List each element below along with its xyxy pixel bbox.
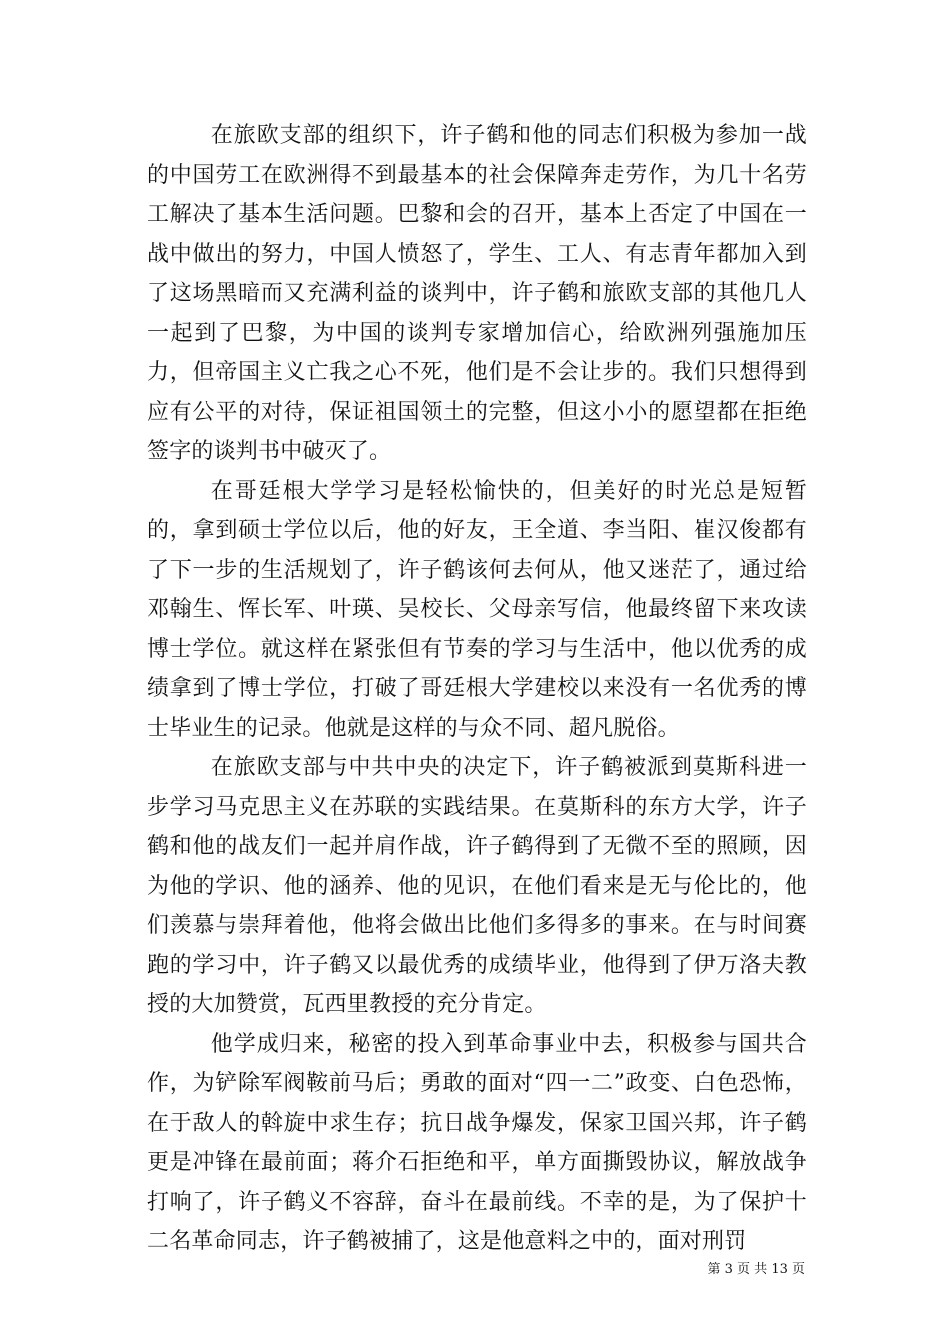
document-body [147,116,807,1262]
paragraph-3: 在旅欧支部与中共中央的决定下，许子鹤被派到莫斯科进一步学习马克思主义在苏联的实践结果。在莫斯科的东方大学，许子鹤和他的战友们一起并肩作战，许子鹤得到了无微不至的照顾，因为他的学识、他的涵养、他的见识，在他们看来是无与伦比的，他们羡慕与崇拜着他，他将会做出比他们多得多的事来。在与时间赛跑的学习中，许子鹤又以最优秀的成绩毕业，他得到了伊万洛夫教授的大加赞赏，瓦西里教授的充分肯定。 [147,755,807,1017]
page-number-footer: 第 3 页 共 13 页 [707,1262,805,1277]
paragraph-1: 在旅欧支部的组织下，许子鹤和他的同志们积极为参加一战的中国劳工在欧洲得不到最基本的社会保障奔走劳作，为几十名劳工解决了基本生活问题。巴黎和会的召开，基本上否定了中国在一战中做出的努力，中国人愤怒了，学生、工人、有志青年都加入到了这场黑暗而又充满利益的谈判中，许子鹤和旅欧支部的其他几人一起到了巴黎，为中国的谈判专家增加信心，给欧洲列强施加压力，但帝国主义亡我之心不死，他们是不会让步的。我们只想得到应有公平的对待，保证祖国领土的完整，但这小小的愿望都在拒绝签字的谈判书中破灭了。 [147,123,807,464]
paragraph-2: 在哥廷根大学学习是轻松愉快的，但美好的时光总是短暂的，拿到硕士学位以后，他的好友，王全道、李当阳、崔汉俊都有了下一步的生活规划了，许子鹤该何去何从，他又迷茫了，通过给邓翰生、恽长军、叶瑛、吴校长、父母亲写信，他最终留下来攻读博士学位。就这样在紧张但有节奏的学习与生活中，他以优秀的成绩拿到了博士学位，打破了哥廷根大学建校以来没有一名优秀的博士毕业生的记录。他就是这样的与众不同、超凡脱俗。 [147,478,807,741]
paragraph-4: 他学成归来，秘密的投入到革命事业中去，积极参与国共合作，为铲除军阀鞍前马后；勇敢的面对“四一二”政变、白色恐怖，在于敌人的斡旋中求生存；抗日战争爆发，保家卫国兴邦，许子鹤更是冲锋在最前面；蒋介石拒绝和平，单方面撕毁协议，解放战争打响了，许子鹤义不容辞，奋斗在最前线。不幸的是，为了保护十二名革命同志，许子鹤被捕了，这是他意料之中的，面对刑罚 [147,1031,807,1254]
